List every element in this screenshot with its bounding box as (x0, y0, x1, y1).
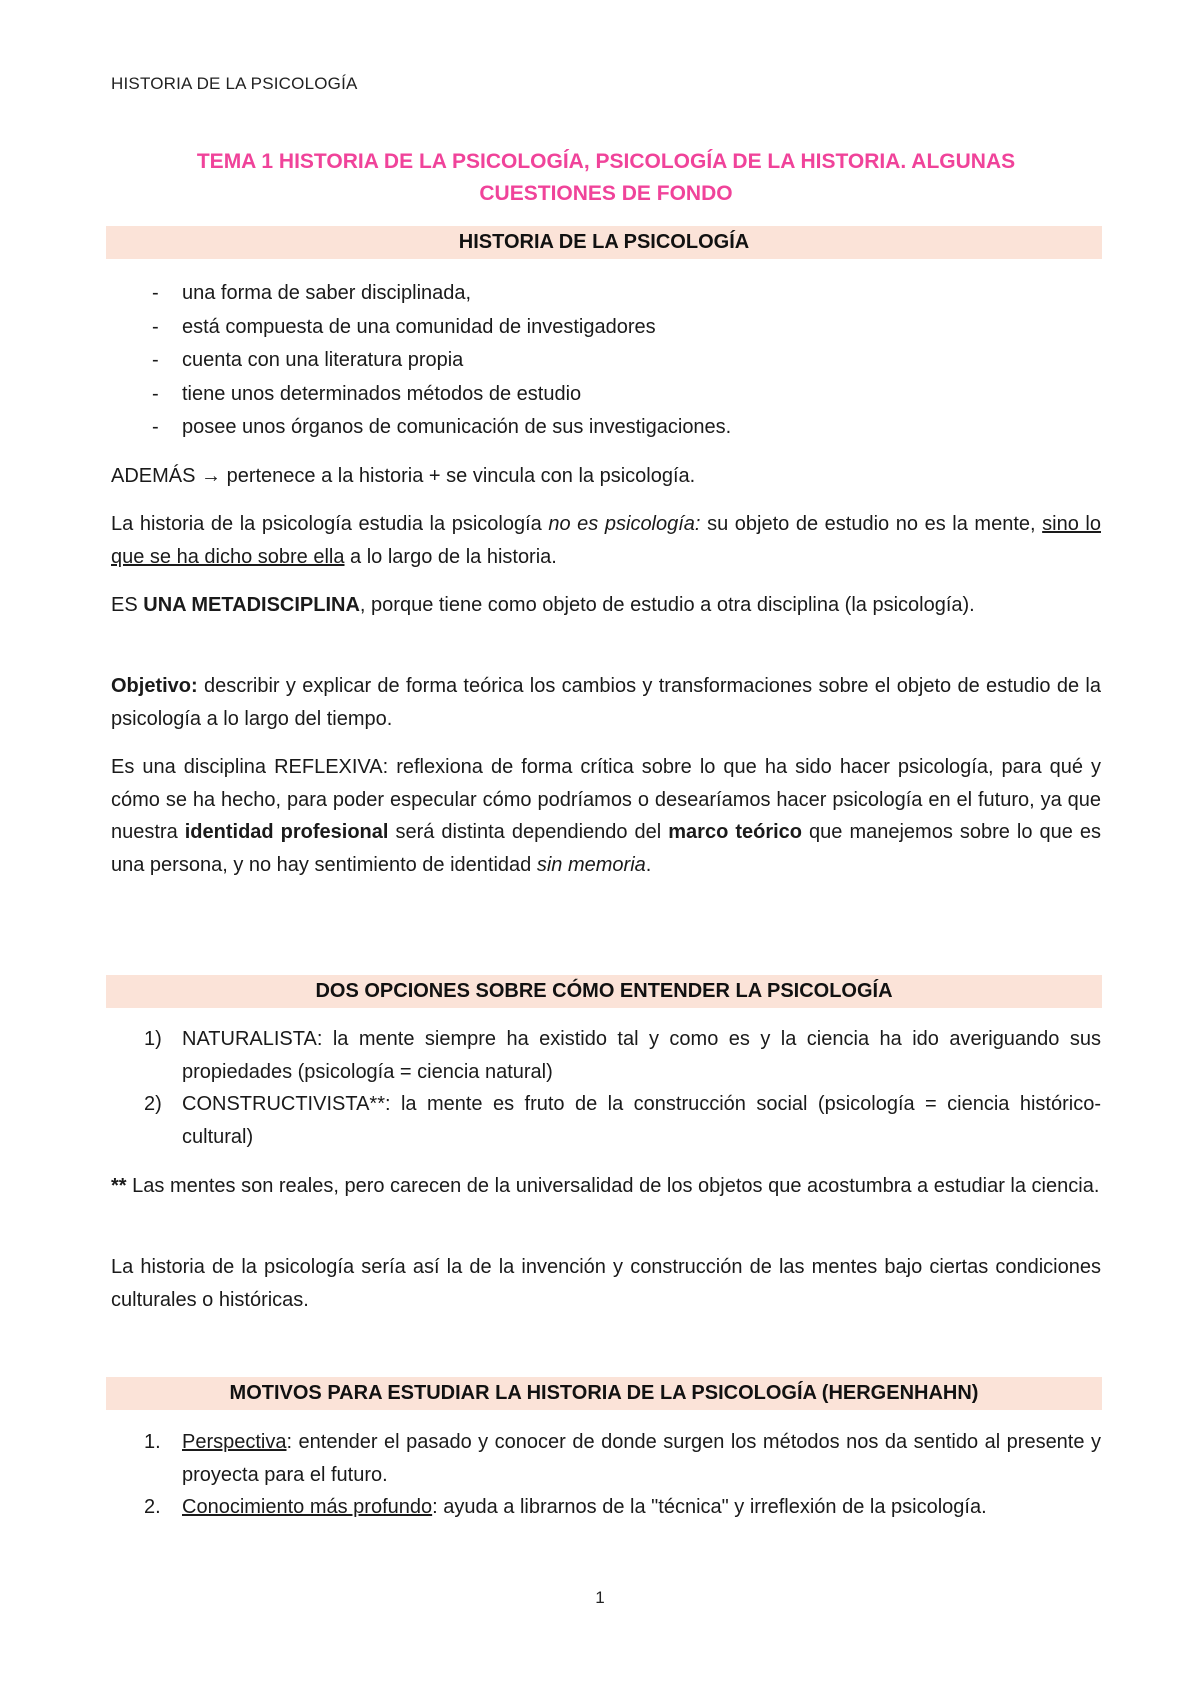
list-marker: 1) (144, 1028, 162, 1050)
document-title (111, 146, 1101, 210)
text-run: será distinta dependiendo del (388, 821, 669, 843)
title-line-2: CUESTIONES DE FONDO (479, 182, 733, 205)
list-term: Conocimiento más profundo (182, 1496, 433, 1518)
list-item: - tiene unos determinados métodos de estudio (111, 378, 1101, 412)
italic-run: sin memoria (536, 853, 646, 876)
list-item-text: : ayuda a librarnos de la "técnica" y irreflexión de la psicología. (432, 1496, 987, 1518)
section-heading-historia: HISTORIA DE LA PSICOLOGÍA (106, 226, 1102, 259)
text-run: describir y explicar de forma teórica los cambios y transformaciones sobre el objeto de estudio de la psicología a lo largo del tiempo. (111, 675, 1101, 730)
page-number: 1 (595, 1588, 605, 1607)
motives-list (111, 1426, 1101, 1524)
list-item (111, 1426, 1101, 1491)
ademas-text: pertenece a la historia + se vincula con la psicología. (221, 465, 696, 487)
characteristics-list (111, 277, 1101, 445)
invention-paragraph: La historia de la psicología sería así la de la invención y construcción de las mentes bajo ciertas condiciones culturales o históricas. (111, 1256, 1101, 1311)
list-marker: 2. (144, 1496, 161, 1518)
list-item (111, 1088, 1101, 1153)
title-line-1: TEMA 1 HISTORIA DE LA PSICOLOGÍA, PSICOLOGÍA DE LA HISTORIA. ALGUNAS (196, 150, 1016, 173)
text-run: La historia de la psicología estudia la psicología (111, 513, 549, 535)
note-paragraph (111, 1170, 1101, 1203)
right-arrow-icon: → (201, 465, 222, 487)
bold-run: marco teórico (668, 821, 803, 843)
underlined-run: sino lo que se ha dicho sobre ella (111, 513, 1101, 568)
list-item: - una forma de saber disciplinada, (111, 277, 1101, 311)
objetivo-paragraph (111, 670, 1101, 735)
text-run: ES (111, 594, 144, 616)
bold-run: Objetivo: (111, 675, 198, 697)
text-run: Es una disciplina REFLEXIVA: reflexiona de forma crítica sobre lo que ha sido hacer psicología, para qué y cómo se ha hecho, para poder especular cómo podríamos o desearíamos hacer psicología en el futuro, ya que nuestra (111, 756, 1101, 843)
text-run: su objeto de estudio no es la mente, (700, 513, 1043, 535)
list-marker: 2) (144, 1093, 162, 1115)
italic-run: no es psicología: (548, 513, 701, 535)
list-item (111, 1491, 1101, 1524)
bold-run: identidad profesional (184, 821, 389, 843)
asterisk-marker: ** (111, 1175, 127, 1197)
list-item: - cuenta con una literatura propia (111, 344, 1101, 378)
text-run: Las mentes son reales, pero carecen de la universalidad de los objetos que acostumbra a estudiar la ciencia. (126, 1175, 1100, 1197)
page-header: HISTORIA DE LA PSICOLOGÍA (111, 74, 358, 93)
metadisciplina-paragraph (111, 589, 1101, 622)
list-item (111, 1023, 1101, 1088)
text-run: , porque tiene como objeto de estudio a otra disciplina (la psicología). (359, 594, 975, 616)
list-item-text: : entender el pasado y conocer de donde surgen los métodos nos da sentido al presente y proyecta para el futuro. (182, 1431, 1101, 1486)
ademas-label: ADEMÁS (111, 465, 196, 487)
text-run: . (645, 853, 652, 876)
ademas-paragraph (111, 460, 1101, 493)
list-item-text: CONSTRUCTIVISTA**: la mente es fruto de la construcción social (psicología = ciencia histórico-cultural) (182, 1093, 1101, 1148)
list-marker: 1. (144, 1431, 161, 1453)
section-heading-opciones: DOS OPCIONES SOBRE CÓMO ENTENDER LA PSICOLOGÍA (106, 975, 1102, 1008)
section-heading-motivos: MOTIVOS PARA ESTUDIAR LA HISTORIA DE LA PSICOLOGÍA (HERGENHAHN) (106, 1377, 1102, 1410)
definition-paragraph (111, 508, 1101, 573)
list-item-text: NATURALISTA: la mente siempre ha existido tal y como es y la ciencia ha ido averiguando sus propiedades (psicología = ciencia natural) (182, 1028, 1101, 1083)
list-item: - posee unos órganos de comunicación de sus investigaciones. (111, 411, 1101, 445)
text-run: que manejemos sobre lo que es una persona, y no hay sentimiento de identidad (111, 821, 1102, 876)
options-list (111, 1023, 1101, 1153)
list-item: - está compuesta de una comunidad de investigadores (111, 311, 1101, 345)
bold-run: UNA METADISCIPLINA (143, 594, 360, 616)
reflexiva-paragraph (111, 751, 1101, 881)
list-term: Perspectiva (182, 1431, 287, 1453)
text-run: a lo largo de la historia. (344, 545, 557, 568)
